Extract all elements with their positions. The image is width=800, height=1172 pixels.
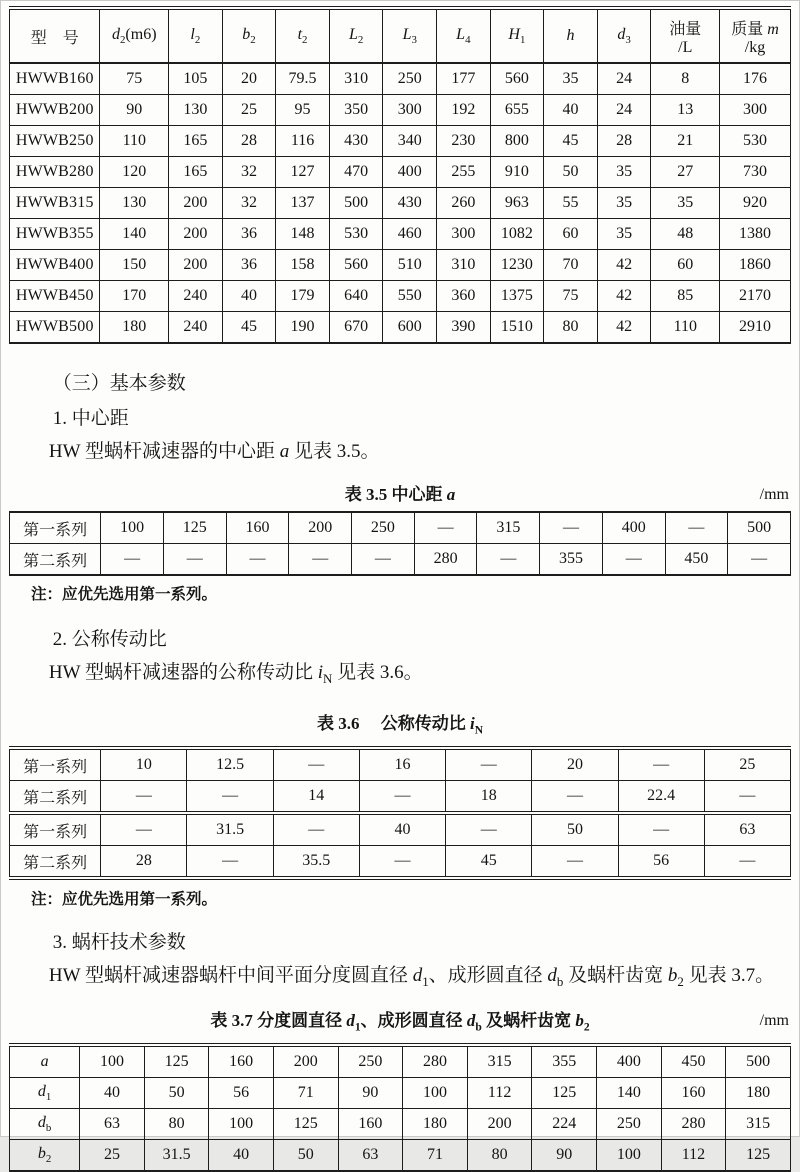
table-cell: 400: [602, 512, 665, 544]
column-header: 质量 m /kg: [720, 8, 791, 63]
table-cell: 56: [209, 1078, 274, 1109]
table-cell: 160: [209, 1045, 274, 1078]
table-cell: 40: [209, 1140, 274, 1172]
table-cell: 85: [651, 281, 720, 312]
unit-label-mm: /mm: [759, 486, 789, 503]
dimension-table: [9, 6, 791, 344]
worm-parameters-table: [9, 1043, 791, 1172]
table-cell: 40: [359, 813, 445, 846]
table-row: [10, 748, 791, 781]
table-cell: —: [273, 748, 359, 781]
table-cell: 22.4: [618, 781, 704, 814]
table-cell: —: [273, 813, 359, 846]
table-cell: 355: [540, 544, 603, 576]
table-cell: 112: [661, 1140, 726, 1172]
table-cell: 920: [720, 188, 791, 219]
table-cell: 640: [329, 281, 383, 312]
table-cell: 48: [651, 219, 720, 250]
table-cell: 180: [726, 1078, 791, 1109]
table-cell: 165: [169, 126, 223, 157]
table-cell: —: [163, 544, 226, 576]
table-cell: 1510: [490, 312, 544, 344]
table-cell: 95: [276, 95, 330, 126]
table-cell: 1375: [490, 281, 544, 312]
table-cell: 360: [437, 281, 491, 312]
table-cell: 730: [720, 157, 791, 188]
table-cell: 200: [169, 188, 223, 219]
table-row: [10, 512, 791, 544]
row-label: 第二系列: [10, 781, 101, 814]
table-cell: 50: [544, 157, 598, 188]
table-cell: 21: [651, 126, 720, 157]
table-cell: 40: [544, 95, 598, 126]
table-cell: 280: [403, 1045, 468, 1078]
table-cell: 200: [169, 250, 223, 281]
table-cell: 18: [446, 781, 532, 814]
table-cell: 1380: [720, 219, 791, 250]
table-cell: —: [704, 781, 790, 814]
table-cell: 50: [532, 813, 618, 846]
table-cell: 192: [437, 95, 491, 126]
paragraph-center-distance: HW 型蜗杆减速器的中心距 a 见表 3.5。: [48, 441, 380, 462]
table-cell: 200: [273, 1045, 338, 1078]
table-3-6-caption: 表 3.6 公称传动比 $i_N$: [316, 713, 484, 737]
table-cell: 800: [490, 126, 544, 157]
table-cell: 280: [414, 544, 477, 576]
table-cell: 112: [467, 1078, 532, 1109]
table-cell: 10: [101, 748, 187, 781]
table-cell: 510: [383, 250, 437, 281]
table-cell: 500: [726, 1045, 791, 1078]
table-cell: 160: [661, 1078, 726, 1109]
table-cell: 71: [273, 1078, 338, 1109]
table-cell: —: [359, 846, 445, 879]
table-cell: 340: [383, 126, 437, 157]
table-3-5-note: 注：应优先选用第一系列。: [31, 586, 218, 603]
row-label: HWWB355: [10, 219, 100, 250]
table-cell: 79.5: [276, 63, 330, 95]
table-cell: 42: [597, 312, 651, 344]
table-3-7-caption: 表 3.7 分度圆直径 $d_1$、成形圆直径 $d_b$ 及蜗杆齿宽 $b_2$: [210, 1010, 590, 1034]
table-cell: 355: [532, 1045, 597, 1078]
part-heading: （三）基本参数: [52, 373, 186, 394]
table-cell: —: [101, 544, 164, 576]
table-cell: 60: [651, 250, 720, 281]
column-header: 油量 /L: [651, 8, 720, 63]
table-cell: 20: [222, 63, 276, 95]
table-cell: 200: [169, 219, 223, 250]
table-cell: 90: [532, 1140, 597, 1172]
table-cell: —: [101, 813, 187, 846]
table-cell: 75: [544, 281, 598, 312]
table-row: [10, 250, 791, 281]
table-cell: 35: [597, 188, 651, 219]
table-cell: 500: [728, 512, 791, 544]
table-cell: 70: [544, 250, 598, 281]
row-label: HWWB200: [10, 95, 100, 126]
table-row: [10, 1140, 791, 1172]
table-cell: 56: [618, 846, 704, 879]
table-cell: —: [532, 846, 618, 879]
table-cell: 25: [222, 95, 276, 126]
table-cell: 25: [704, 748, 790, 781]
row-label: $d_1$: [10, 1078, 80, 1109]
table-cell: 140: [100, 219, 169, 250]
row-label: HWWB280: [10, 157, 100, 188]
column-header: $d_3$: [597, 8, 651, 63]
table-cell: 1082: [490, 219, 544, 250]
table-cell: 40: [222, 281, 276, 312]
row-label: 第一系列: [10, 813, 101, 846]
table-cell: 670: [329, 312, 383, 344]
table-cell: 80: [144, 1109, 209, 1140]
table-cell: 177: [437, 63, 491, 95]
table-row: [10, 846, 791, 879]
table-cell: —: [618, 813, 704, 846]
table-cell: 127: [276, 157, 330, 188]
table-cell: 50: [273, 1140, 338, 1172]
table-cell: 310: [329, 63, 383, 95]
table-cell: 530: [720, 126, 791, 157]
table-cell: 42: [597, 281, 651, 312]
table-cell: 300: [720, 95, 791, 126]
table-cell: 40: [80, 1078, 145, 1109]
column-header: $L_3$: [383, 8, 437, 63]
table-cell: 35: [597, 219, 651, 250]
table-cell: 530: [329, 219, 383, 250]
row-label: HWWB250: [10, 126, 100, 157]
table-cell: 430: [329, 126, 383, 157]
table-cell: 35: [597, 157, 651, 188]
table-cell: 137: [276, 188, 330, 219]
table-cell: 120: [100, 157, 169, 188]
table-cell: 32: [222, 157, 276, 188]
table-cell: 400: [597, 1045, 662, 1078]
table-cell: 63: [704, 813, 790, 846]
table-cell: 25: [80, 1140, 145, 1172]
row-label: 第二系列: [10, 846, 101, 879]
table-cell: 100: [209, 1109, 274, 1140]
table-cell: 60: [544, 219, 598, 250]
table-cell: 300: [383, 95, 437, 126]
table-cell: 300: [437, 219, 491, 250]
table-cell: 31.5: [187, 813, 273, 846]
table-cell: 315: [467, 1045, 532, 1078]
column-header: $L_4$: [437, 8, 491, 63]
table-cell: 35: [651, 188, 720, 219]
table-cell: 28: [101, 846, 187, 879]
table-cell: 90: [338, 1078, 403, 1109]
row-label: 第一系列: [10, 748, 101, 781]
table-row: [10, 1078, 791, 1109]
row-label: $b_2$: [10, 1140, 80, 1172]
table-cell: 36: [222, 219, 276, 250]
table-cell: 180: [100, 312, 169, 344]
row-label: a: [10, 1045, 80, 1078]
paragraph-worm-parameters: HW 型蜗杆减速器蜗杆中间平面分度圆直径 $d_1$、成形圆直径 $d_b$ 及蜗杆齿宽 $b_2$ 见表 3.7。: [48, 965, 775, 989]
table-cell: 14: [273, 781, 359, 814]
table-cell: 45: [544, 126, 598, 157]
table-cell: —: [704, 846, 790, 879]
table-cell: 550: [383, 281, 437, 312]
row-label: $d_b$: [10, 1109, 80, 1140]
table-cell: 179: [276, 281, 330, 312]
table-cell: —: [359, 781, 445, 814]
table-cell: 125: [726, 1140, 791, 1172]
table-cell: 224: [532, 1109, 597, 1140]
row-label: HWWB160: [10, 63, 100, 95]
table-cell: 1230: [490, 250, 544, 281]
table-cell: —: [414, 512, 477, 544]
subsection-heading-1: 1. 中心距: [52, 408, 129, 429]
table-cell: 100: [101, 512, 164, 544]
table-cell: 100: [80, 1045, 145, 1078]
table-cell: 560: [490, 63, 544, 95]
table-cell: 130: [100, 188, 169, 219]
table-cell: 63: [338, 1140, 403, 1172]
table-cell: 28: [597, 126, 651, 157]
table-cell: 170: [100, 281, 169, 312]
table-cell: 560: [329, 250, 383, 281]
table-cell: —: [540, 512, 603, 544]
table-row: [10, 1045, 791, 1078]
table-cell: 250: [383, 63, 437, 95]
table-cell: 240: [169, 281, 223, 312]
table-cell: 31.5: [144, 1140, 209, 1172]
table-cell: 350: [329, 95, 383, 126]
paragraph-transmission-ratio: HW 型蜗杆减速器的公称传动比 $i_N$ 见表 3.6。: [48, 662, 423, 686]
table-cell: 125: [273, 1109, 338, 1140]
table-row: [10, 312, 791, 344]
table-cell: 260: [437, 188, 491, 219]
table-cell: 125: [163, 512, 226, 544]
table-cell: —: [101, 781, 187, 814]
table-cell: —: [226, 544, 289, 576]
table-cell: —: [446, 748, 532, 781]
table-cell: 280: [661, 1109, 726, 1140]
subsection-heading-3: 3. 蜗杆技术参数: [52, 932, 186, 954]
table-cell: 310: [437, 250, 491, 281]
table-cell: 655: [490, 95, 544, 126]
table-cell: —: [728, 544, 791, 576]
table-cell: —: [352, 544, 415, 576]
table-cell: 250: [352, 512, 415, 544]
table-cell: 450: [661, 1045, 726, 1078]
table-cell: 42: [597, 250, 651, 281]
table-cell: 2170: [720, 281, 791, 312]
table-cell: 600: [383, 312, 437, 344]
table-cell: 16: [359, 748, 445, 781]
row-label: HWWB500: [10, 312, 100, 344]
table-cell: 130: [169, 95, 223, 126]
table-row: [10, 157, 791, 188]
table-cell: 200: [289, 512, 352, 544]
header-row: [10, 8, 791, 63]
table-cell: 125: [532, 1078, 597, 1109]
table-cell: 80: [544, 312, 598, 344]
table-cell: 255: [437, 157, 491, 188]
center-distance-table: [9, 511, 791, 576]
table-cell: 250: [338, 1045, 403, 1078]
column-header: $b_2$: [222, 8, 276, 63]
table-cell: 71: [403, 1140, 468, 1172]
table-cell: 100: [597, 1140, 662, 1172]
table-cell: 200: [467, 1109, 532, 1140]
table-cell: 13: [651, 95, 720, 126]
table-cell: 460: [383, 219, 437, 250]
table-cell: 150: [100, 250, 169, 281]
table-cell: 20: [532, 748, 618, 781]
table-cell: 230: [437, 126, 491, 157]
column-header: h: [544, 8, 598, 63]
table-cell: 116: [276, 126, 330, 157]
table-row: [10, 188, 791, 219]
table-cell: 2910: [720, 312, 791, 344]
row-label: HWWB315: [10, 188, 100, 219]
table-cell: 100: [403, 1078, 468, 1109]
table-cell: —: [665, 512, 728, 544]
table-cell: 165: [169, 157, 223, 188]
table-cell: 240: [169, 312, 223, 344]
transmission-ratio-table: [9, 746, 791, 880]
column-header: $L_2$: [329, 8, 383, 63]
table-cell: —: [446, 813, 532, 846]
table-cell: 250: [597, 1109, 662, 1140]
table-3-5-caption: 表 3.5 中心距 a: [344, 485, 456, 504]
table-cell: 45: [222, 312, 276, 344]
row-label: 第一系列: [10, 512, 101, 544]
table-cell: 35.5: [273, 846, 359, 879]
table-row: [10, 781, 791, 814]
table-cell: 315: [477, 512, 540, 544]
table-cell: 160: [338, 1109, 403, 1140]
table-cell: 158: [276, 250, 330, 281]
table-cell: 500: [329, 188, 383, 219]
table-cell: 90: [100, 95, 169, 126]
table-cell: 28: [222, 126, 276, 157]
table-cell: 105: [169, 63, 223, 95]
table-row: [10, 63, 791, 95]
table-cell: 315: [726, 1109, 791, 1140]
table-cell: 45: [446, 846, 532, 879]
table-cell: 35: [544, 63, 598, 95]
table-cell: 180: [403, 1109, 468, 1140]
table-cell: —: [187, 846, 273, 879]
column-header: $t_2$: [276, 8, 330, 63]
row-label: 第二系列: [10, 544, 101, 576]
table-cell: 36: [222, 250, 276, 281]
table-cell: 148: [276, 219, 330, 250]
table-3-5-caption-row: [9, 484, 791, 506]
table-cell: 963: [490, 188, 544, 219]
table-cell: 390: [437, 312, 491, 344]
table-cell: —: [289, 544, 352, 576]
table-row: [10, 813, 791, 846]
table-cell: 32: [222, 188, 276, 219]
table-cell: 140: [597, 1078, 662, 1109]
table-row: [10, 281, 791, 312]
table-3-7-caption-row: [9, 1010, 791, 1038]
table-cell: 24: [597, 95, 651, 126]
table-row: [10, 95, 791, 126]
table-row: [10, 1109, 791, 1140]
table-cell: 50: [144, 1078, 209, 1109]
column-header: 型 号: [10, 8, 100, 63]
column-header: $l_2$: [169, 8, 223, 63]
table-cell: 110: [100, 126, 169, 157]
table-cell: —: [618, 748, 704, 781]
table-cell: 55: [544, 188, 598, 219]
table-cell: —: [187, 781, 273, 814]
table-cell: —: [477, 544, 540, 576]
table-cell: 910: [490, 157, 544, 188]
table-cell: 63: [80, 1109, 145, 1140]
row-label: HWWB400: [10, 250, 100, 281]
table-3-6-caption-row: [9, 713, 791, 741]
table-cell: 160: [226, 512, 289, 544]
table-cell: 450: [665, 544, 728, 576]
table-cell: 1860: [720, 250, 791, 281]
table-cell: 27: [651, 157, 720, 188]
table-cell: —: [532, 781, 618, 814]
unit-label-mm: /mm: [759, 1011, 789, 1029]
table-cell: —: [602, 544, 665, 576]
table-row: [10, 544, 791, 576]
table-cell: 125: [144, 1045, 209, 1078]
table-cell: 12.5: [187, 748, 273, 781]
table-cell: 110: [651, 312, 720, 344]
table-cell: 176: [720, 63, 791, 95]
table-row: [10, 126, 791, 157]
column-header: $d_2(m6)$: [100, 8, 169, 63]
table-cell: 190: [276, 312, 330, 344]
table-cell: 80: [467, 1140, 532, 1172]
table-3-6-note: 注：应优先选用第一系列。: [31, 891, 218, 909]
column-header: $H_1$: [490, 8, 544, 63]
row-label: HWWB450: [10, 281, 100, 312]
subsection-heading-2: 2. 公称传动比: [52, 629, 167, 650]
table-cell: 75: [100, 63, 169, 95]
table-cell: 470: [329, 157, 383, 188]
table-cell: 8: [651, 63, 720, 95]
table-row: [10, 219, 791, 250]
table-cell: 430: [383, 188, 437, 219]
table-cell: 24: [597, 63, 651, 95]
table-cell: 400: [383, 157, 437, 188]
